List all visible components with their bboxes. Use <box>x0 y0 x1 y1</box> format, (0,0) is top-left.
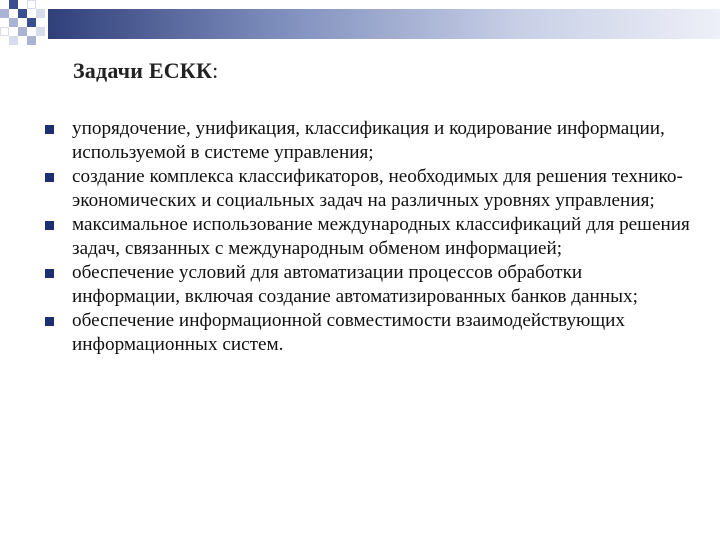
list-item-text: создание комплекса классификаторов, необходимых для решения технико-экономических и социальных задач на различных уровнях управления; <box>72 166 683 211</box>
list-item <box>42 261 692 309</box>
decor-square <box>36 9 45 18</box>
decor-square <box>27 0 36 9</box>
decor-square <box>9 0 18 9</box>
decor-square <box>18 9 27 18</box>
list-item-text: обеспечение информационной совместимости взаимодействующих информационных систем. <box>72 310 626 355</box>
decor-square <box>0 9 9 18</box>
list-item <box>42 117 692 165</box>
list-item-text: упорядочение, унификация, классификация и кодирование информации, используемой в системе управления; <box>72 118 665 163</box>
list-item <box>42 309 692 357</box>
square-bullet-icon <box>45 221 54 230</box>
list-item <box>42 165 692 213</box>
decor-square <box>18 27 27 36</box>
page-title <box>73 58 218 84</box>
list-item-text: максимальное использование международных классификаций для решения задач, связанных с международным обменом информацией; <box>72 214 690 259</box>
square-bullet-icon <box>45 269 54 278</box>
page-title-text: Задачи ЕСКК <box>73 58 213 83</box>
square-bullet-icon <box>45 317 54 326</box>
square-bullet-icon <box>45 173 54 182</box>
square-bullet-icon <box>45 125 54 134</box>
decor-square <box>27 18 36 27</box>
list-item-text: обеспечение условий для автоматизации процессов обработки информации, включая создание автоматизированных банков данных; <box>72 262 638 307</box>
page-title-colon: : <box>212 58 219 83</box>
decor-square <box>9 18 18 27</box>
decor-square <box>0 27 9 36</box>
header-gradient-bar <box>48 9 720 39</box>
list-item <box>42 213 692 261</box>
decor-square <box>27 36 36 45</box>
decor-square <box>9 36 18 45</box>
decor-square <box>36 27 45 36</box>
task-list <box>42 117 692 357</box>
